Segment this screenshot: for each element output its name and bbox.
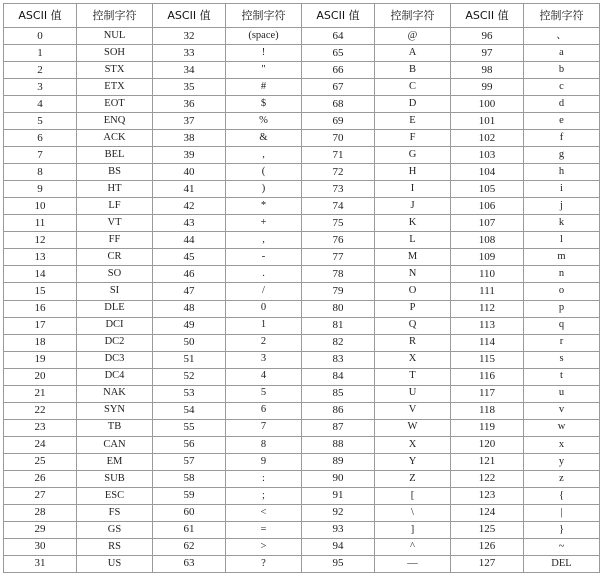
control-char-cell: FF [77, 232, 153, 249]
ascii-value-cell: 0 [4, 28, 77, 45]
table-row [4, 62, 600, 79]
ascii-value-cell: 106 [451, 198, 524, 215]
control-char-cell: Q [375, 317, 451, 334]
control-char-cell: / [226, 283, 302, 300]
control-char-cell: EM [77, 453, 153, 470]
ascii-value-cell: 9 [4, 181, 77, 198]
ascii-value-cell: 37 [153, 113, 226, 130]
control-char-cell: G [375, 147, 451, 164]
control-char-cell: u [524, 385, 600, 402]
control-char-cell: q [524, 317, 600, 334]
ascii-value-cell: 70 [302, 130, 375, 147]
ascii-value-cell: 93 [302, 521, 375, 538]
table-row [4, 130, 600, 147]
control-char-cell: l [524, 232, 600, 249]
ascii-value-cell: 67 [302, 79, 375, 96]
ascii-value-cell: 3 [4, 79, 77, 96]
control-char-cell: LF [77, 198, 153, 215]
control-char-cell: = [226, 521, 302, 538]
table-row [4, 28, 600, 45]
control-char-cell: r [524, 334, 600, 351]
ascii-value-cell: 33 [153, 45, 226, 62]
ascii-value-cell: 81 [302, 317, 375, 334]
table-row [4, 198, 600, 215]
ascii-value-cell: 85 [302, 385, 375, 402]
table-row [4, 79, 600, 96]
ascii-value-cell: 98 [451, 62, 524, 79]
control-char-cell: C [375, 79, 451, 96]
ascii-value-cell: 120 [451, 436, 524, 453]
control-char-cell: X [375, 436, 451, 453]
control-char-cell: [ [375, 487, 451, 504]
table-row [4, 504, 600, 521]
control-char-cell: VT [77, 215, 153, 232]
control-char-cell: DCI [77, 317, 153, 334]
ascii-value-cell: 90 [302, 470, 375, 487]
ascii-value-cell: 65 [302, 45, 375, 62]
ascii-value-cell: 1 [4, 45, 77, 62]
ascii-value-cell: 49 [153, 317, 226, 334]
control-char-cell: 7 [226, 419, 302, 436]
control-char-cell: SUB [77, 470, 153, 487]
ascii-value-cell: 60 [153, 504, 226, 521]
control-char-cell: * [226, 198, 302, 215]
ascii-value-cell: 73 [302, 181, 375, 198]
control-char-cell: FS [77, 504, 153, 521]
control-char-cell: Y [375, 453, 451, 470]
ascii-value-cell: 69 [302, 113, 375, 130]
control-char-cell: W [375, 419, 451, 436]
control-char-cell: T [375, 368, 451, 385]
control-char-cell: NUL [77, 28, 153, 45]
ascii-value-cell: 46 [153, 266, 226, 283]
table-row [4, 521, 600, 538]
ascii-value-cell: 11 [4, 215, 77, 232]
ascii-value-cell: 54 [153, 402, 226, 419]
control-char-cell: DLE [77, 300, 153, 317]
ascii-value-cell: 6 [4, 130, 77, 147]
ascii-value-cell: 111 [451, 283, 524, 300]
control-char-cell: N [375, 266, 451, 283]
ascii-value-cell: 95 [302, 555, 375, 572]
column-header-ascii-value: ASCII 值 [451, 4, 524, 28]
ascii-value-cell: 113 [451, 317, 524, 334]
column-header-control-char: 控制字符 [226, 4, 302, 28]
control-char-cell: ( [226, 164, 302, 181]
ascii-value-cell: 22 [4, 402, 77, 419]
ascii-value-cell: 126 [451, 538, 524, 555]
control-char-cell: RS [77, 538, 153, 555]
control-char-cell: v [524, 402, 600, 419]
ascii-value-cell: 72 [302, 164, 375, 181]
control-char-cell: ~ [524, 538, 600, 555]
control-char-cell: DEL [524, 555, 600, 572]
ascii-value-cell: 78 [302, 266, 375, 283]
ascii-value-cell: 51 [153, 351, 226, 368]
table-row [4, 419, 600, 436]
ascii-value-cell: 39 [153, 147, 226, 164]
ascii-value-cell: 18 [4, 334, 77, 351]
ascii-value-cell: 40 [153, 164, 226, 181]
ascii-value-cell: 74 [302, 198, 375, 215]
control-char-cell: BS [77, 164, 153, 181]
table-row [4, 300, 600, 317]
control-char-cell: BEL [77, 147, 153, 164]
control-char-cell: DC2 [77, 334, 153, 351]
ascii-value-cell: 118 [451, 402, 524, 419]
control-char-cell: m [524, 249, 600, 266]
ascii-value-cell: 121 [451, 453, 524, 470]
control-char-cell: P [375, 300, 451, 317]
control-char-cell: d [524, 96, 600, 113]
control-char-cell: > [226, 538, 302, 555]
ascii-value-cell: 124 [451, 504, 524, 521]
control-char-cell: 3 [226, 351, 302, 368]
ascii-value-cell: 97 [451, 45, 524, 62]
ascii-value-cell: 127 [451, 555, 524, 572]
control-char-cell: f [524, 130, 600, 147]
table-row [4, 45, 600, 62]
ascii-value-cell: 52 [153, 368, 226, 385]
control-char-cell: DC3 [77, 351, 153, 368]
table-row [4, 113, 600, 130]
control-char-cell: x [524, 436, 600, 453]
ascii-value-cell: 31 [4, 555, 77, 572]
ascii-value-cell: 53 [153, 385, 226, 402]
ascii-value-cell: 25 [4, 453, 77, 470]
ascii-value-cell: 34 [153, 62, 226, 79]
control-char-cell: , [226, 147, 302, 164]
table-row [4, 181, 600, 198]
control-char-cell: a [524, 45, 600, 62]
ascii-value-cell: 23 [4, 419, 77, 436]
control-char-cell: ) [226, 181, 302, 198]
control-char-cell: c [524, 79, 600, 96]
ascii-value-cell: 116 [451, 368, 524, 385]
control-char-cell: SI [77, 283, 153, 300]
control-char-cell: ^ [375, 538, 451, 555]
control-char-cell: 5 [226, 385, 302, 402]
control-char-cell: % [226, 113, 302, 130]
control-char-cell: ETX [77, 79, 153, 96]
control-char-cell: GS [77, 521, 153, 538]
control-char-cell: E [375, 113, 451, 130]
table-row [4, 334, 600, 351]
ascii-value-cell: 71 [302, 147, 375, 164]
control-char-cell: K [375, 215, 451, 232]
control-char-cell: — [375, 555, 451, 572]
ascii-value-cell: 15 [4, 283, 77, 300]
table-row [4, 538, 600, 555]
ascii-value-cell: 83 [302, 351, 375, 368]
ascii-value-cell: 32 [153, 28, 226, 45]
table-row [4, 453, 600, 470]
ascii-value-cell: 105 [451, 181, 524, 198]
ascii-value-cell: 62 [153, 538, 226, 555]
ascii-value-cell: 68 [302, 96, 375, 113]
control-char-cell: J [375, 198, 451, 215]
ascii-value-cell: 47 [153, 283, 226, 300]
control-char-cell: SOH [77, 45, 153, 62]
ascii-value-cell: 64 [302, 28, 375, 45]
ascii-value-cell: 89 [302, 453, 375, 470]
control-char-cell: F [375, 130, 451, 147]
control-char-cell: (space) [226, 28, 302, 45]
ascii-value-cell: 2 [4, 62, 77, 79]
control-char-cell: HT [77, 181, 153, 198]
table-row [4, 266, 600, 283]
control-char-cell: H [375, 164, 451, 181]
control-char-cell: - [226, 249, 302, 266]
ascii-value-cell: 27 [4, 487, 77, 504]
column-header-control-char: 控制字符 [77, 4, 153, 28]
ascii-value-cell: 88 [302, 436, 375, 453]
ascii-value-cell: 66 [302, 62, 375, 79]
control-char-cell: + [226, 215, 302, 232]
ascii-value-cell: 38 [153, 130, 226, 147]
ascii-value-cell: 61 [153, 521, 226, 538]
control-char-cell: ! [226, 45, 302, 62]
control-char-cell: NAK [77, 385, 153, 402]
control-char-cell: k [524, 215, 600, 232]
ascii-value-cell: 28 [4, 504, 77, 521]
ascii-value-cell: 5 [4, 113, 77, 130]
ascii-value-cell: 41 [153, 181, 226, 198]
control-char-cell: Z [375, 470, 451, 487]
ascii-value-cell: 87 [302, 419, 375, 436]
ascii-value-cell: 84 [302, 368, 375, 385]
control-char-cell: ] [375, 521, 451, 538]
ascii-value-cell: 77 [302, 249, 375, 266]
ascii-value-cell: 82 [302, 334, 375, 351]
table-row [4, 402, 600, 419]
control-char-cell: ENQ [77, 113, 153, 130]
ascii-value-cell: 80 [302, 300, 375, 317]
ascii-value-cell: 29 [4, 521, 77, 538]
ascii-value-cell: 107 [451, 215, 524, 232]
control-char-cell: 2 [226, 334, 302, 351]
ascii-value-cell: 7 [4, 147, 77, 164]
table-row [4, 470, 600, 487]
control-char-cell: | [524, 504, 600, 521]
control-char-cell: } [524, 521, 600, 538]
ascii-value-cell: 14 [4, 266, 77, 283]
control-char-cell: s [524, 351, 600, 368]
ascii-value-cell: 13 [4, 249, 77, 266]
ascii-value-cell: 48 [153, 300, 226, 317]
column-header-ascii-value: ASCII 值 [153, 4, 226, 28]
control-char-cell: 、 [524, 28, 600, 45]
control-char-cell: \ [375, 504, 451, 521]
ascii-value-cell: 112 [451, 300, 524, 317]
control-char-cell: 8 [226, 436, 302, 453]
table-row [4, 215, 600, 232]
ascii-value-cell: 10 [4, 198, 77, 215]
control-char-cell: 4 [226, 368, 302, 385]
control-char-cell: A [375, 45, 451, 62]
ascii-table [3, 3, 600, 573]
table-row [4, 232, 600, 249]
control-char-cell: # [226, 79, 302, 96]
table-row [4, 555, 600, 572]
ascii-value-cell: 114 [451, 334, 524, 351]
table-header-row [4, 4, 600, 28]
table-row [4, 283, 600, 300]
ascii-value-cell: 100 [451, 96, 524, 113]
control-char-cell: $ [226, 96, 302, 113]
control-char-cell: B [375, 62, 451, 79]
ascii-value-cell: 36 [153, 96, 226, 113]
control-char-cell: R [375, 334, 451, 351]
control-char-cell: CR [77, 249, 153, 266]
control-char-cell: i [524, 181, 600, 198]
ascii-value-cell: 19 [4, 351, 77, 368]
control-char-cell: t [524, 368, 600, 385]
control-char-cell: : [226, 470, 302, 487]
control-char-cell: ACK [77, 130, 153, 147]
table-row [4, 351, 600, 368]
control-char-cell: SO [77, 266, 153, 283]
control-char-cell: D [375, 96, 451, 113]
table-row [4, 436, 600, 453]
ascii-value-cell: 17 [4, 317, 77, 334]
control-char-cell: M [375, 249, 451, 266]
ascii-value-cell: 104 [451, 164, 524, 181]
ascii-value-cell: 115 [451, 351, 524, 368]
ascii-value-cell: 110 [451, 266, 524, 283]
column-header-ascii-value: ASCII 值 [302, 4, 375, 28]
ascii-value-cell: 96 [451, 28, 524, 45]
ascii-value-cell: 76 [302, 232, 375, 249]
control-char-cell: DC4 [77, 368, 153, 385]
ascii-value-cell: 8 [4, 164, 77, 181]
column-header-ascii-value: ASCII 值 [4, 4, 77, 28]
control-char-cell: . [226, 266, 302, 283]
ascii-value-cell: 75 [302, 215, 375, 232]
table-row [4, 249, 600, 266]
ascii-value-cell: 103 [451, 147, 524, 164]
ascii-value-cell: 63 [153, 555, 226, 572]
ascii-value-cell: 117 [451, 385, 524, 402]
control-char-cell: ? [226, 555, 302, 572]
ascii-value-cell: 92 [302, 504, 375, 521]
control-char-cell: o [524, 283, 600, 300]
table-row [4, 164, 600, 181]
control-char-cell: U [375, 385, 451, 402]
control-char-cell: X [375, 351, 451, 368]
ascii-value-cell: 102 [451, 130, 524, 147]
control-char-cell: CAN [77, 436, 153, 453]
control-char-cell: I [375, 181, 451, 198]
control-char-cell: y [524, 453, 600, 470]
ascii-value-cell: 59 [153, 487, 226, 504]
ascii-value-cell: 30 [4, 538, 77, 555]
table-row [4, 368, 600, 385]
ascii-value-cell: 24 [4, 436, 77, 453]
control-char-cell: & [226, 130, 302, 147]
ascii-value-cell: 16 [4, 300, 77, 317]
control-char-cell: 1 [226, 317, 302, 334]
ascii-value-cell: 50 [153, 334, 226, 351]
table-row [4, 487, 600, 504]
control-char-cell: b [524, 62, 600, 79]
table-row [4, 385, 600, 402]
control-char-cell: g [524, 147, 600, 164]
control-char-cell: j [524, 198, 600, 215]
ascii-value-cell: 42 [153, 198, 226, 215]
ascii-value-cell: 101 [451, 113, 524, 130]
table-row [4, 96, 600, 113]
control-char-cell: e [524, 113, 600, 130]
ascii-value-cell: 12 [4, 232, 77, 249]
control-char-cell: @ [375, 28, 451, 45]
ascii-value-cell: 123 [451, 487, 524, 504]
control-char-cell: < [226, 504, 302, 521]
ascii-value-cell: 21 [4, 385, 77, 402]
column-header-control-char: 控制字符 [375, 4, 451, 28]
ascii-value-cell: 94 [302, 538, 375, 555]
control-char-cell: { [524, 487, 600, 504]
control-char-cell: SYN [77, 402, 153, 419]
table-body [4, 28, 600, 573]
control-char-cell: n [524, 266, 600, 283]
ascii-value-cell: 4 [4, 96, 77, 113]
control-char-cell: z [524, 470, 600, 487]
ascii-value-cell: 20 [4, 368, 77, 385]
ascii-value-cell: 57 [153, 453, 226, 470]
ascii-value-cell: 44 [153, 232, 226, 249]
control-char-cell: h [524, 164, 600, 181]
control-char-cell: 6 [226, 402, 302, 419]
ascii-value-cell: 35 [153, 79, 226, 96]
ascii-value-cell: 125 [451, 521, 524, 538]
control-char-cell: w [524, 419, 600, 436]
control-char-cell: US [77, 555, 153, 572]
control-char-cell: ; [226, 487, 302, 504]
column-header-control-char: 控制字符 [524, 4, 600, 28]
ascii-value-cell: 108 [451, 232, 524, 249]
ascii-value-cell: 86 [302, 402, 375, 419]
ascii-value-cell: 109 [451, 249, 524, 266]
ascii-value-cell: 43 [153, 215, 226, 232]
ascii-value-cell: 26 [4, 470, 77, 487]
control-char-cell: " [226, 62, 302, 79]
ascii-value-cell: 119 [451, 419, 524, 436]
control-char-cell: p [524, 300, 600, 317]
ascii-value-cell: 58 [153, 470, 226, 487]
control-char-cell: , [226, 232, 302, 249]
control-char-cell: TB [77, 419, 153, 436]
control-char-cell: EOT [77, 96, 153, 113]
table-row [4, 317, 600, 334]
control-char-cell: STX [77, 62, 153, 79]
control-char-cell: 0 [226, 300, 302, 317]
table-row [4, 147, 600, 164]
ascii-value-cell: 79 [302, 283, 375, 300]
ascii-value-cell: 122 [451, 470, 524, 487]
control-char-cell: V [375, 402, 451, 419]
ascii-value-cell: 45 [153, 249, 226, 266]
ascii-value-cell: 91 [302, 487, 375, 504]
ascii-value-cell: 99 [451, 79, 524, 96]
control-char-cell: O [375, 283, 451, 300]
control-char-cell: ESC [77, 487, 153, 504]
control-char-cell: 9 [226, 453, 302, 470]
control-char-cell: L [375, 232, 451, 249]
ascii-value-cell: 55 [153, 419, 226, 436]
ascii-value-cell: 56 [153, 436, 226, 453]
